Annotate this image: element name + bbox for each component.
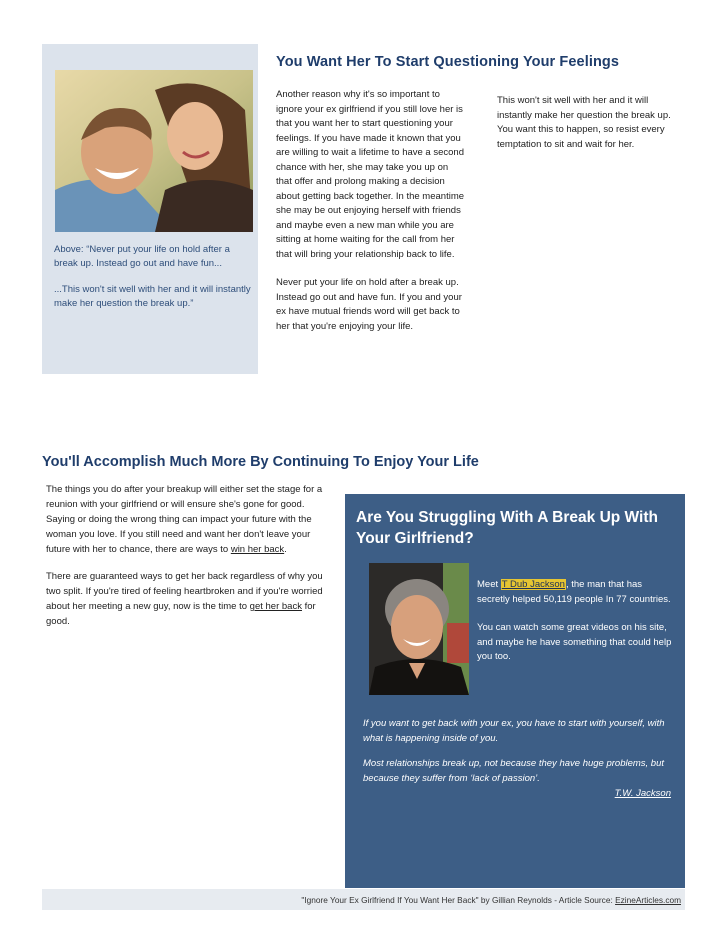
promo-meet-prefix: Meet [477,579,501,590]
section-paragraph-2 [46,569,330,629]
author-photo [369,563,469,695]
ezinearticles-link[interactable]: EzineArticles.com [615,895,681,905]
section-p1-text: The things you do after your breakup will either set the stage for a reunion with your girlfriend or will ensure she's gone for good. Saying or doing the wrong thing can impact your future with the woman you love. If you still need and want her don't leave your future with her to chance, there are ways to [46,484,323,555]
sidebar-caption [54,243,254,323]
promo-quote [363,716,671,811]
section-heading: You'll Accomplish Much More By Continuing To Enjoy Your Life [42,454,479,470]
footer-text [42,895,681,905]
middle-paragraph-1: Another reason why it's so important to ignore your ex girlfriend if you still love her is that you want her to start questioning your feelings. If you have made it known that you are willing to wait a lifetime to have a second chance with her, she may take you up on that offer and prolong making a decision about getting back together. In the meantime she may be out enjoying herself with friends and maybe even a new man while you are sitting at home waiting for the call from her that will bring your relationship back to life. [276,89,465,260]
section-paragraph-1 [46,482,330,557]
middle-column [276,88,466,348]
t-dub-jackson-link[interactable]: T Dub Jackson [501,579,565,590]
top-heading: You Want Her To Start Questioning Your Feelings [276,54,620,70]
promo-text [477,578,677,679]
quote-paragraph-2: Most relationships break up, not because they have huge problems, but because they suffer from ‘lack of passion’. [363,758,665,784]
section-p2-text: There are guaranteed ways to get her back regardless of why you two split. If you're tired of feeling heartbroken and if you're worried about her meeting a new guy, now is the time to [46,571,323,612]
promo-meet-suffix: , the man that has secretly helped 50,119 people In 77 countries. [477,579,671,605]
get-her-back-link[interactable]: get her back [249,601,302,612]
quote-author: T.W. Jackson [614,788,671,799]
promo-meet-paragraph [477,578,677,607]
caption-paragraph-2: ...This won't sit well with her and it will instantly make her question the break up.” [54,284,251,309]
caption-paragraph-1: Above: “Never put your life on hold after a break up. Instead go out and have fun... [54,244,230,269]
promo-title: Are You Struggling With A Break Up With Your Girlfriend? [356,509,658,547]
footer-attribution: "Ignore Your Ex Girlfriend If You Want Her Back" by Gillian Reynolds - Article Source: [301,895,616,905]
section-p1-end: . [284,544,287,555]
right-column [497,94,683,152]
win-her-back-link[interactable]: win her back [230,544,285,555]
quote-paragraph-1: If you want to get back with your ex, you have to start with yourself, with what is happening inside of you. [363,718,665,744]
right-paragraph-1: This won't sit well with her and it will instantly make her question the break up. You want this to happen, so resist every temptation to sit and wait for her. [497,95,671,150]
section-body [46,482,330,641]
section-p2-end: for good. [46,601,316,627]
promo-videos-paragraph: You can watch some great videos on his site, and maybe he have something that could help you too. [477,622,672,662]
middle-paragraph-2: Never put your life on hold after a break up. Instead go out and have fun. If you and your ex have mutual friends word will get back to her that you're enjoying your life. [276,277,462,332]
couple-photo [55,70,253,232]
